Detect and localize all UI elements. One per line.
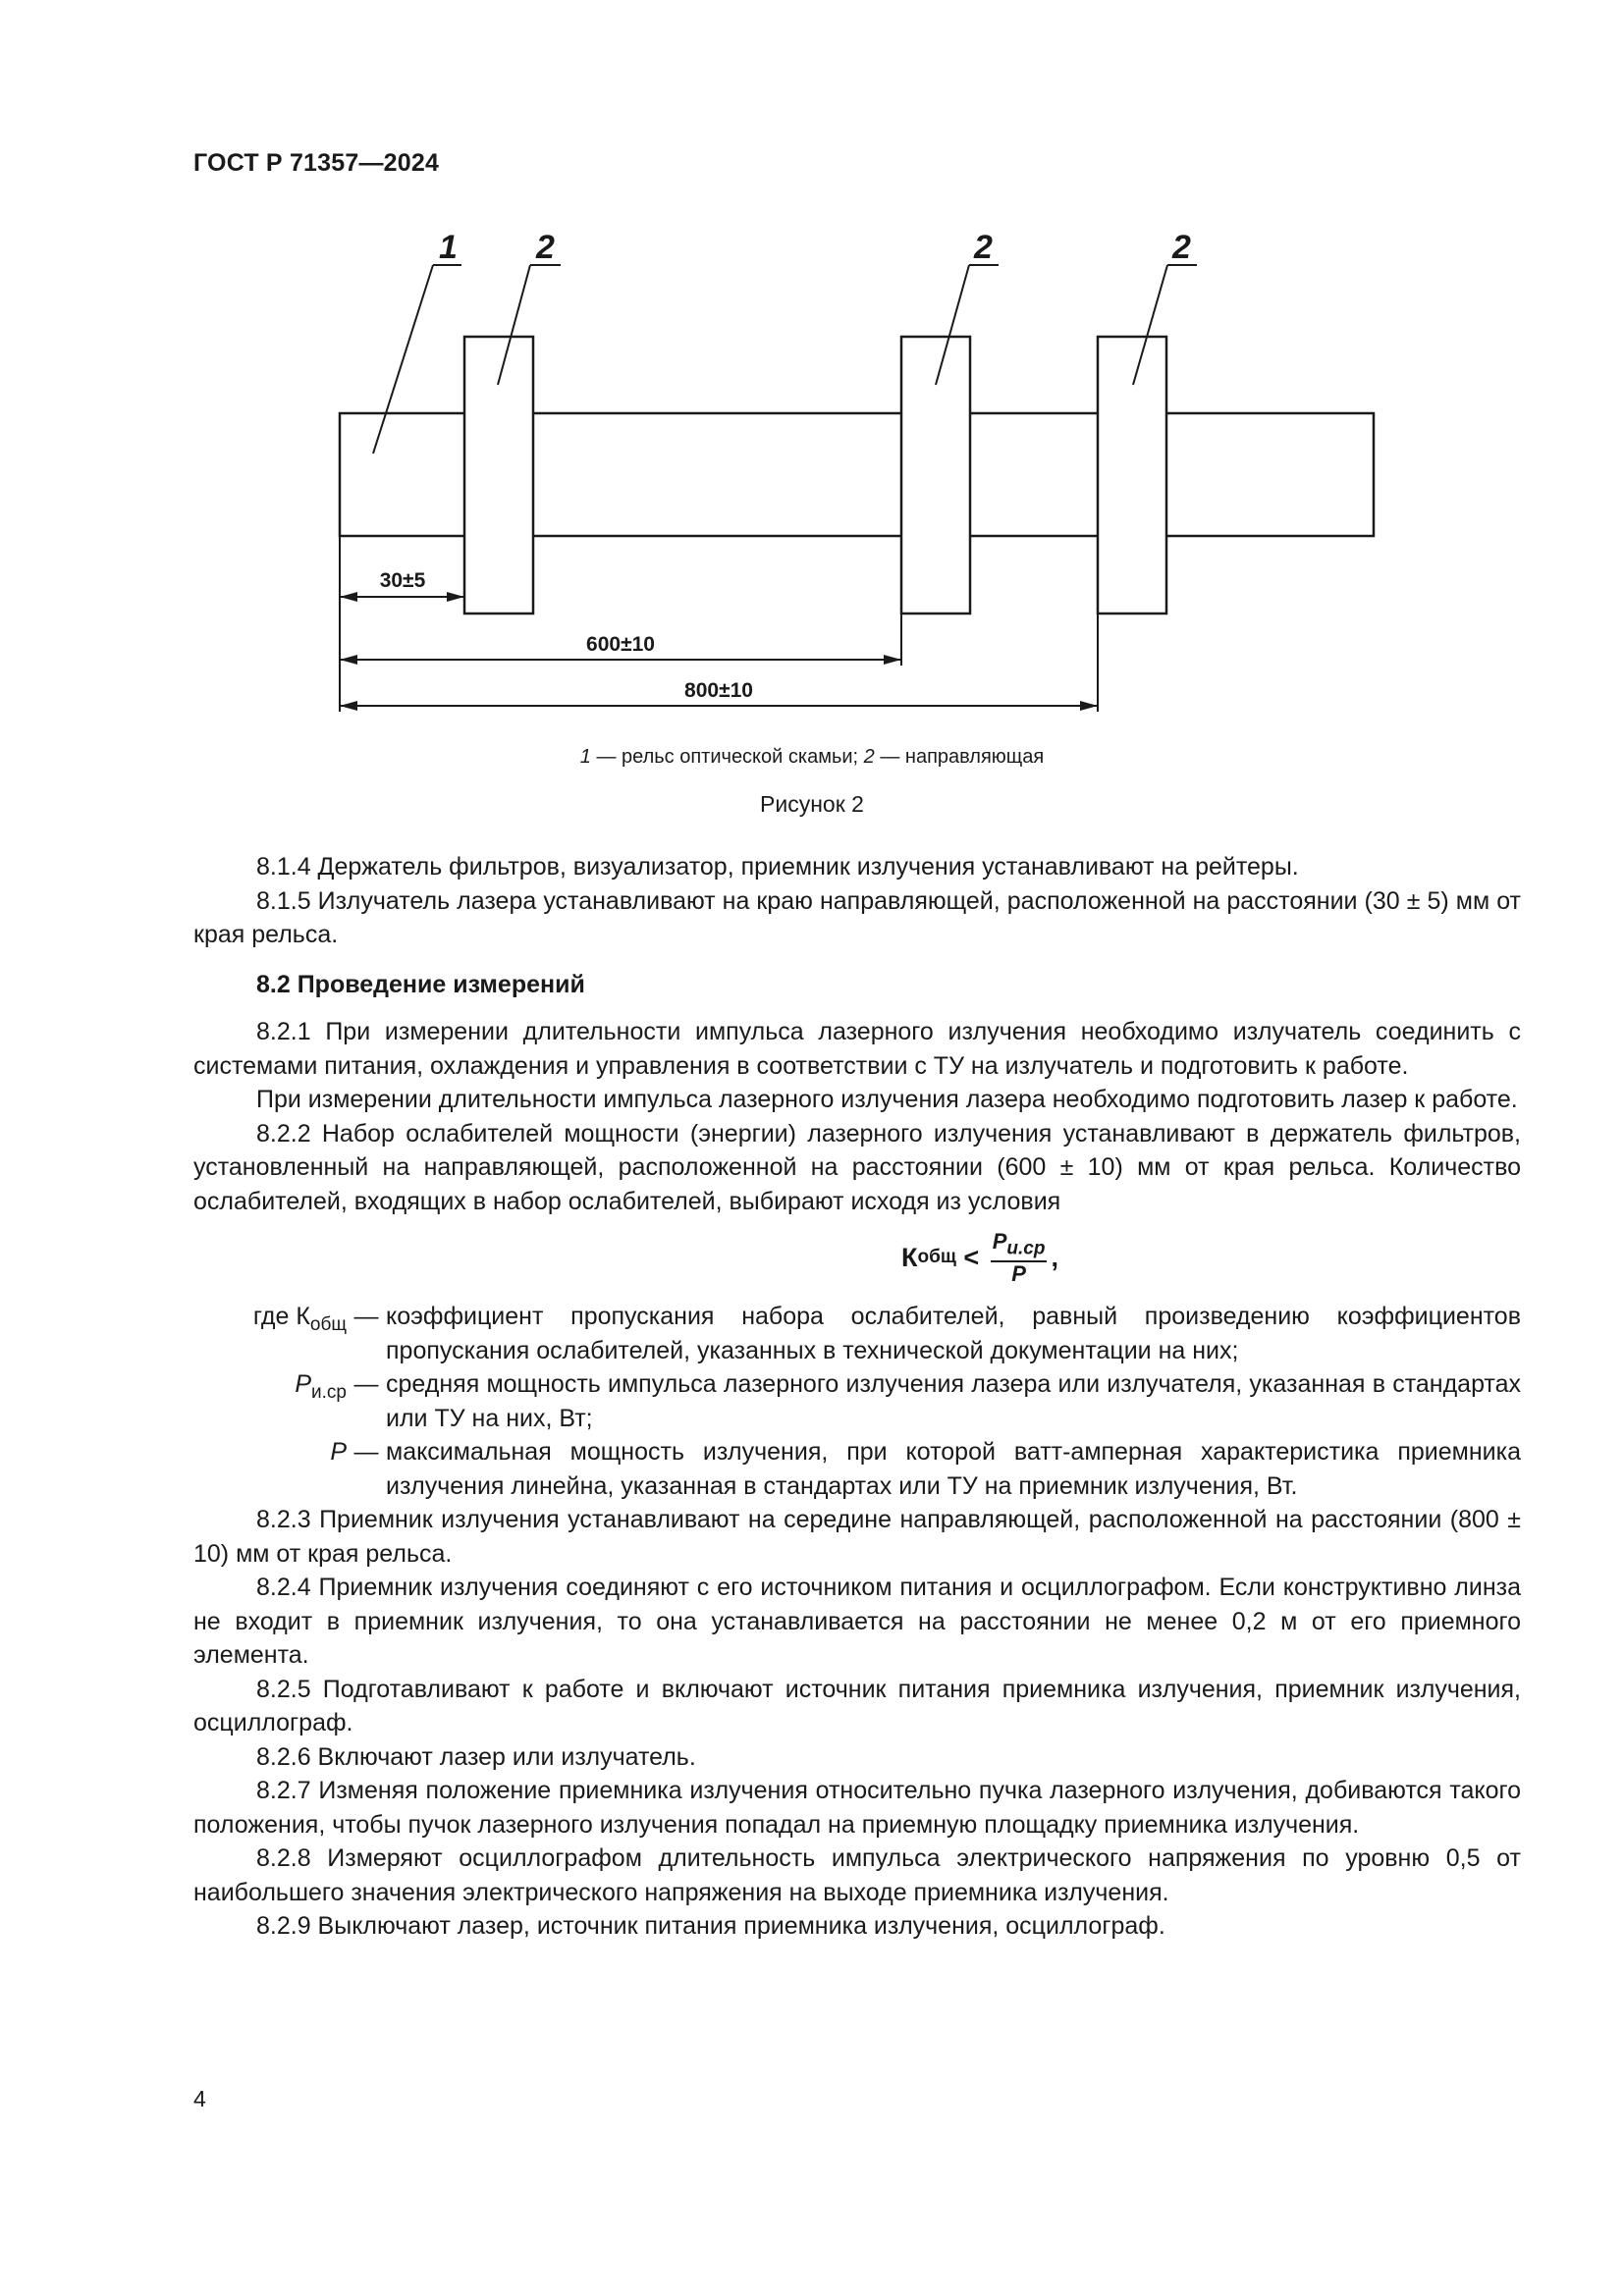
def-term: где К [252, 1303, 310, 1331]
dim-30: 30±5 [379, 569, 426, 592]
formula-denominator: P [1011, 1261, 1026, 1287]
paragraph-8-1-5: 8.1.5 Излучатель лазера устанавливают на краю направляющей, расположенной на расстоянии (30 ± 5) мм от края рельса. [193, 886, 1521, 948]
paragraph-8-2-9: 8.2.9 Выключают лазер, источник питания приемника излучения, осциллограф. [256, 1912, 1165, 1941]
figure-optical-bench [0, 0, 1624, 834]
legend-num-2: 2 [863, 746, 875, 768]
paragraph-8-1-4: 8.1.4 Держатель фильтров, визуализатор, приемник излучения устанавливают на рейтеры. [256, 853, 1299, 881]
figure-caption: Рисунок 2 [760, 791, 864, 817]
formula-lhs: К [901, 1243, 918, 1273]
paragraph-8-2-4: 8.2.4 Приемник излучения соединяют с его источником питания и осциллографом. Если конструктивно линза не входит в приемник излучения, то она устанавливается на расстоянии не менее 0,2 м от его приемного элемента. [193, 1574, 1521, 1670]
def-dash: — [353, 1303, 379, 1331]
dim-800: 800±10 [684, 679, 753, 702]
definitions [193, 1300, 1521, 1503]
formula-operator: < [955, 1243, 987, 1273]
paragraph-8-2-8: 8.2.8 Измеряют осциллографом длительность импульса электрического напряжения по уровню 0,5 от наибольшего значения электрического напряжения на выходе приемника излучения. [193, 1844, 1521, 1906]
formula-lhs-sub: общ [917, 1247, 956, 1268]
document-header: ГОСТ Р 71357—2024 [193, 149, 440, 177]
formula-numerator: P [992, 1229, 1007, 1254]
paragraph-8-2-1b: При измерении длительности импульса лазерного излучения лазера необходимо подготовить лазер к работе. [256, 1086, 1518, 1113]
definition-p-avg [193, 1367, 1521, 1435]
formula-numerator-sub: и.ср [1006, 1238, 1046, 1259]
paragraph-8-2-3: 8.2.3 Приемник излучения устанавливают на середине направляющей, расположенной на расстоянии (800 ± 10) мм от края рельса. [193, 1506, 1521, 1568]
guide-3 [1098, 337, 1166, 614]
legend-num-1: 1 [579, 746, 591, 768]
paragraph-8-2-2: 8.2.2 Набор ослабителей мощности (энергии) лазерного излучения устанавливают в держатель фильтров, установленный на направляющей, расположенной на расстоянии (600 ± 10) мм от края рельса. Количество ослабителей, входящих в набор ослабителей, выбирают исходя из условия [193, 1119, 1521, 1215]
paragraph-8-2-5: 8.2.5 Подготавливают к работе и включают источник питания приемника излучения, приемник излучения, осциллограф. [193, 1675, 1521, 1737]
label-guide-1: 2 [536, 229, 555, 266]
legend-text-1: — рельс оптической скамьи; [590, 746, 864, 768]
paragraph-8-2-1: 8.2.1 При измерении длительности импульса лазерного излучения необходимо излучатель соединить с системами питания, охлаждения и управления в соответствии с ТУ на излучатель и подготовить к работе. [193, 1018, 1521, 1080]
document-body [193, 850, 1521, 1944]
label-rail: 1 [439, 229, 458, 266]
def-term: P [330, 1438, 347, 1467]
def-text: средняя мощность импульса лазерного излучения лазера или излучателя, указанная в стандартах или ТУ на них, Вт; [386, 1370, 1521, 1432]
def-dash: — [353, 1370, 379, 1399]
section-heading-8-2: 8.2 Проведение измерений [256, 970, 585, 998]
label-guide-3: 2 [1172, 229, 1191, 266]
paragraph-8-2-7: 8.2.7 Изменяя положение приемника излучения относительно пучка лазерного излучения, добиваются такого положения, чтобы пучок лазерного излучения попадал на приемную площадку приемника излучения. [193, 1777, 1521, 1839]
formula-fraction [991, 1230, 1048, 1286]
definition-p [193, 1435, 1521, 1503]
guide-2 [901, 337, 970, 614]
definition-k [193, 1300, 1521, 1367]
formula [193, 1230, 1521, 1286]
def-dash: — [353, 1438, 379, 1467]
page-number: 4 [193, 2086, 206, 2111]
legend-text-2: — направляющая [874, 746, 1045, 768]
def-term-sub: и.ср [311, 1382, 347, 1404]
label-guide-2: 2 [974, 229, 993, 266]
paragraph-8-2-6: 8.2.6 Включают лазер или излучатель. [256, 1742, 696, 1771]
figure-legend [0, 746, 1624, 769]
formula-tail: , [1051, 1243, 1058, 1273]
def-text: максимальная мощность излучения, при которой ватт-амперная характеристика приемника излучения линейна, указанная в стандартах или ТУ на приемник излучения, Вт. [386, 1438, 1521, 1500]
dim-600: 600±10 [586, 633, 655, 656]
def-term: P [295, 1370, 312, 1399]
def-text: коэффициент пропускания набора ослабителей, равный произведению коэффициентов пропускания ослабителей, указанных в технической документации на них; [386, 1303, 1521, 1364]
def-term-sub: общ [309, 1314, 347, 1336]
